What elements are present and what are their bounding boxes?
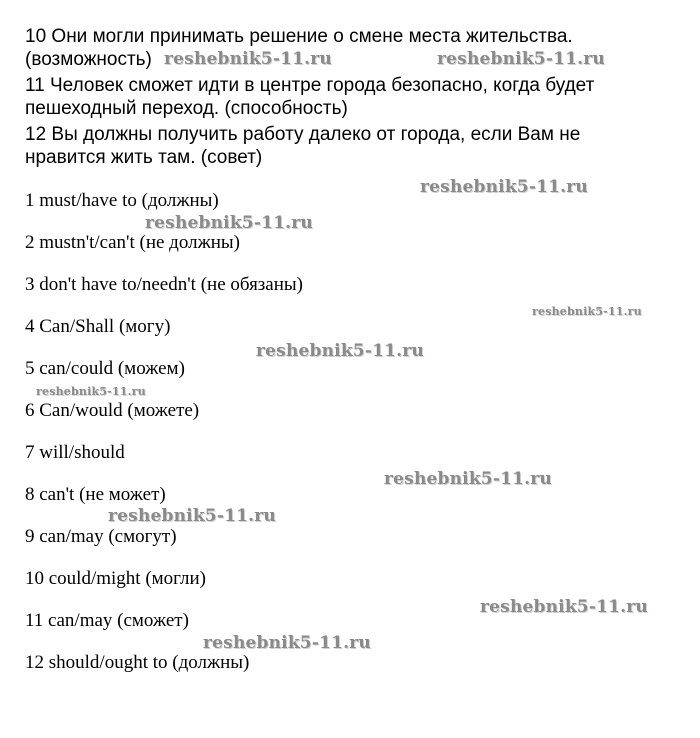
answer-item-5: 5 can/could (можем) — [25, 358, 185, 379]
watermark: reshebnik5-11.ru — [437, 49, 605, 69]
watermark: reshebnik5-11.ru — [145, 213, 313, 233]
exercise-line-12b: нравится жить там. (совет) — [25, 147, 263, 168]
watermark: reshebnik5-11.ru — [384, 469, 552, 489]
exercise-line-12a: 12 Вы должны получить работу далеко от города, если Вам не — [25, 124, 581, 145]
answer-item-8: 8 can't (не может) — [25, 484, 166, 505]
answer-item-4: 4 Can/Shall (могу) — [25, 316, 171, 337]
exercise-line-10a: 10 Они могли принимать решение о смене места жительства. — [25, 26, 573, 47]
answer-item-1: 1 must/have to (должны) — [25, 190, 219, 211]
answer-item-3: 3 don't have to/needn't (не обязаны) — [25, 274, 304, 295]
watermark: reshebnik5-11.ru — [36, 385, 146, 398]
exercise-line-10b: (возможность) — [25, 49, 152, 70]
exercise-line-11a: 11 Человек сможет идти в центре города безопасно, когда будет — [25, 75, 595, 96]
watermark: reshebnik5-11.ru — [164, 49, 332, 69]
watermark: reshebnik5-11.ru — [420, 177, 588, 197]
answer-item-12: 12 should/ought to (должны) — [25, 652, 250, 673]
answer-item-9: 9 can/may (смогут) — [25, 526, 177, 547]
watermark: reshebnik5-11.ru — [480, 597, 648, 617]
answer-item-10: 10 could/might (могли) — [25, 568, 206, 589]
answer-item-11: 11 can/may (сможет) — [25, 610, 189, 631]
watermark: reshebnik5-11.ru — [532, 305, 642, 318]
answer-item-6: 6 Can/would (можете) — [25, 400, 200, 421]
exercise-line-11b: пешеходный переход. (способность) — [25, 98, 348, 119]
watermark: reshebnik5-11.ru — [108, 506, 276, 526]
answer-item-2: 2 mustn't/can't (не должны) — [25, 232, 240, 253]
answer-item-7: 7 will/should — [25, 442, 125, 463]
watermark: reshebnik5-11.ru — [203, 633, 371, 653]
watermark: reshebnik5-11.ru — [256, 341, 424, 361]
